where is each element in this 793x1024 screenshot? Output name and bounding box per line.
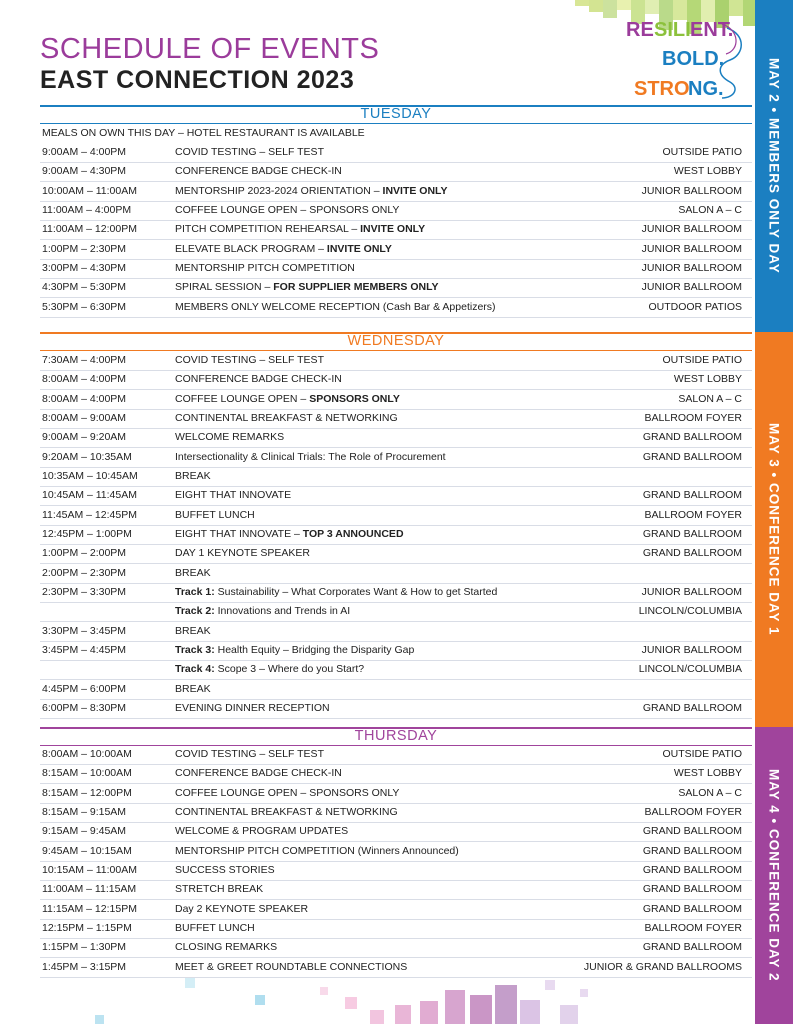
event-time: 9:45AM – 10:15AM <box>42 844 132 857</box>
event-title <box>175 354 324 366</box>
event-title <box>175 922 255 934</box>
schedule-row <box>40 278 752 298</box>
event-text: COVID TESTING – SELF TEST <box>175 146 324 158</box>
event-time: 9:00AM – 4:00PM <box>42 146 127 158</box>
event-time: 10:45AM – 11:45AM <box>42 489 137 502</box>
event-time: 8:00AM – 4:00PM <box>42 373 127 386</box>
page-title: SCHEDULE OF EVENTS <box>40 33 380 65</box>
event-time: 8:15AM – 12:00PM <box>42 786 132 799</box>
event-title <box>175 586 497 598</box>
svg-text:STRO: STRO <box>634 78 690 100</box>
day-divider <box>40 123 752 124</box>
event-location: JUNIOR & GRAND BALLROOMS <box>583 960 742 973</box>
event-text: PITCH COMPETITION REHEARSAL – <box>175 223 361 236</box>
event-title <box>175 509 255 521</box>
schedule-row <box>40 143 752 163</box>
schedule-row <box>40 880 752 900</box>
event-text: CONFERENCE BADGE CHECK-IN <box>175 165 342 178</box>
schedule-row <box>40 544 752 564</box>
event-text: EVENING DINNER RECEPTION <box>175 701 330 714</box>
schedule-row <box>40 861 752 881</box>
event-location: GRAND BALLROOM <box>642 489 742 502</box>
schedule-row <box>40 564 752 584</box>
event-location: SALON A – C <box>678 392 742 405</box>
event-title <box>175 702 330 714</box>
event-time: 3:30PM – 3:45PM <box>42 624 127 637</box>
page-subtitle: EAST CONNECTION 2023 <box>40 66 355 94</box>
event-text: MENTORSHIP PITCH COMPETITION (Winners Announced) <box>175 844 459 857</box>
schedule-row <box>40 506 752 526</box>
event-title <box>175 644 414 656</box>
event-location: GRAND BALLROOM <box>642 902 742 915</box>
event-title <box>175 528 404 540</box>
event-time: 2:30PM – 3:30PM <box>42 585 127 598</box>
event-text: MENTORSHIP PITCH COMPETITION <box>175 261 355 274</box>
event-text: Health Equity – Bridging the Disparity Gap <box>214 643 415 656</box>
event-text: BREAK <box>175 624 211 637</box>
event-title <box>175 883 263 895</box>
event-time: 9:15AM – 9:45AM <box>42 825 127 838</box>
event-time: 9:20AM – 10:35AM <box>42 450 132 463</box>
event-time: 8:00AM – 10:00AM <box>42 748 132 760</box>
event-text: COFFEE LOUNGE OPEN – SPONSORS ONLY <box>175 203 400 216</box>
event-title <box>175 373 342 385</box>
event-time: 8:15AM – 10:00AM <box>42 767 132 780</box>
schedule-row <box>40 938 752 958</box>
schedule-row <box>40 162 752 182</box>
event-time: 1:15PM – 1:30PM <box>42 941 127 954</box>
schedule-row <box>40 448 752 468</box>
event-time: 9:00AM – 4:30PM <box>42 165 127 178</box>
track-label: Track 3: <box>175 643 215 656</box>
event-title <box>175 806 398 818</box>
schedule-row <box>40 486 752 506</box>
sidebar-day-thursday <box>755 727 793 1024</box>
event-text: MEET & GREET ROUNDTABLE CONNECTIONS <box>175 960 408 973</box>
event-location: OUTDOOR PATIOS <box>648 300 742 313</box>
event-title <box>175 941 277 953</box>
event-location: BALLROOM FOYER <box>644 411 742 424</box>
event-text: BUFFET LUNCH <box>175 508 255 521</box>
event-location: GRAND BALLROOM <box>642 450 742 463</box>
event-text: CONTINENTAL BREAKFAST & NETWORKING <box>175 411 398 424</box>
event-location: JUNIOR BALLROOM <box>641 281 742 294</box>
event-time: 3:00PM – 4:30PM <box>42 261 127 274</box>
event-location: GRAND BALLROOM <box>642 431 742 444</box>
event-title <box>175 567 211 579</box>
event-emphasis: TOP 3 ANNOUNCED <box>302 527 404 540</box>
event-time: 2:00PM – 2:30PM <box>42 566 127 579</box>
event-title <box>175 451 446 463</box>
event-time: 10:00AM – 11:00AM <box>42 184 137 197</box>
track-label: Track 2: <box>175 605 215 618</box>
event-time: 10:15AM – 11:00AM <box>42 863 137 876</box>
event-emphasis: INVITE ONLY <box>326 242 392 255</box>
event-title <box>175 165 342 177</box>
event-time: 12:15PM – 1:15PM <box>42 921 132 934</box>
schedule-row <box>40 699 752 719</box>
event-title <box>175 605 350 617</box>
event-location: BALLROOM FOYER <box>644 508 742 521</box>
day-header-thursday: THURSDAY <box>354 728 438 744</box>
event-time: 1:45PM – 3:15PM <box>42 960 127 973</box>
svg-text:ENT.: ENT. <box>690 19 734 41</box>
event-time: 10:35AM – 10:45AM <box>42 469 138 482</box>
event-location: GRAND BALLROOM <box>642 844 742 857</box>
event-location: OUTSIDE PATIO <box>662 146 742 158</box>
event-time: 8:00AM – 4:00PM <box>42 392 127 405</box>
event-location: JUNIOR BALLROOM <box>641 242 742 255</box>
event-location: GRAND BALLROOM <box>642 701 742 714</box>
event-time: 9:00AM – 9:20AM <box>42 431 127 444</box>
schedule-row <box>40 351 752 371</box>
schedule-row <box>40 900 752 920</box>
schedule-row <box>40 220 752 240</box>
sidebar-label: MAY 3 • CONFERENCE DAY 1 <box>766 423 782 636</box>
event-location: JUNIOR BALLROOM <box>641 184 742 197</box>
event-location: LINCOLN/COLUMBIA <box>638 663 742 676</box>
day-header-wednesday: WEDNESDAY <box>347 333 445 349</box>
svg-text:BOLD.: BOLD. <box>662 48 725 70</box>
event-text: COVID TESTING – SELF TEST <box>175 354 324 366</box>
event-text: WELCOME REMARKS <box>175 431 285 444</box>
event-location: SALON A – C <box>678 786 742 799</box>
svg-text:RE: RE <box>626 19 654 41</box>
event-emphasis: SPONSORS ONLY <box>309 392 400 405</box>
event-location: LINCOLN/COLUMBIA <box>638 605 742 618</box>
schedule-row <box>40 409 752 429</box>
event-title <box>175 185 448 197</box>
svg-text:SILI: SILI <box>654 19 691 41</box>
resilient-bold-strong-logo <box>622 10 747 105</box>
event-text: MENTORSHIP 2023-2024 ORIENTATION – <box>175 184 383 197</box>
event-time: 11:15AM – 12:15PM <box>42 902 137 915</box>
event-location: BALLROOM FOYER <box>644 921 742 934</box>
event-text: EIGHT THAT INNOVATE <box>175 489 292 502</box>
event-text: CONFERENCE BADGE CHECK-IN <box>175 373 342 386</box>
event-location: SALON A – C <box>678 203 742 216</box>
schedule-row <box>40 919 752 939</box>
sidebar-label: MAY 2 • MEMBERS ONLY DAY <box>766 58 782 274</box>
event-title <box>175 625 211 637</box>
event-time: 11:00AM – 4:00PM <box>42 203 132 216</box>
event-text: WELCOME & PROGRAM UPDATES <box>175 825 349 838</box>
event-text: SUCCESS STORIES <box>175 863 275 876</box>
event-time: 11:00AM – 12:00PM <box>42 223 137 236</box>
event-title <box>175 845 459 857</box>
event-text: CLOSING REMARKS <box>175 941 278 954</box>
event-time: 4:45PM – 6:00PM <box>42 682 127 695</box>
event-emphasis: INVITE ONLY <box>360 223 426 236</box>
event-text: ELEVATE BLACK PROGRAM – <box>175 242 327 255</box>
schedule-row <box>40 370 752 390</box>
event-title <box>175 470 211 482</box>
schedule-row <box>40 842 752 862</box>
event-title <box>175 431 284 443</box>
event-title <box>175 864 275 876</box>
schedule-row <box>40 602 752 622</box>
event-title <box>175 903 308 915</box>
event-location: OUTSIDE PATIO <box>662 748 742 760</box>
schedule-row <box>40 784 752 804</box>
event-text: EIGHT THAT INNOVATE – <box>175 527 303 540</box>
schedule-row <box>40 467 752 487</box>
event-title <box>175 767 342 779</box>
event-location: JUNIOR BALLROOM <box>641 223 742 236</box>
event-title <box>175 683 211 695</box>
event-text: BREAK <box>175 682 211 695</box>
event-title <box>175 146 324 158</box>
schedule-row <box>40 298 752 318</box>
event-emphasis: INVITE ONLY <box>382 184 448 197</box>
event-text: Sustainability – What Corporates Want & How to get Started <box>214 585 498 598</box>
schedule-row <box>40 680 752 700</box>
event-title <box>175 262 355 274</box>
event-location: GRAND BALLROOM <box>642 941 742 954</box>
event-location: WEST LOBBY <box>673 165 742 178</box>
event-location: GRAND BALLROOM <box>642 547 742 560</box>
event-text: BREAK <box>175 566 211 579</box>
event-title <box>175 787 399 799</box>
schedule-row <box>40 390 752 410</box>
event-title <box>175 393 400 405</box>
schedule-row <box>40 201 752 221</box>
event-text: SPIRAL SESSION – <box>175 281 274 294</box>
event-title <box>175 281 439 293</box>
event-time: 4:30PM – 5:30PM <box>42 281 127 294</box>
event-location: BALLROOM FOYER <box>644 805 742 818</box>
event-text: Scope 3 – Where do you Start? <box>214 663 365 676</box>
event-time: 6:00PM – 8:30PM <box>42 701 127 714</box>
event-time: 8:00AM – 9:00AM <box>42 411 127 424</box>
schedule-row <box>40 660 752 680</box>
schedule-row <box>40 622 752 642</box>
event-title <box>175 489 291 501</box>
event-text: COFFEE LOUNGE OPEN – <box>175 392 310 405</box>
event-text: CONFERENCE BADGE CHECK-IN <box>175 767 342 780</box>
schedule-row <box>40 803 752 823</box>
event-time: 1:00PM – 2:00PM <box>42 547 127 560</box>
schedule-row <box>40 525 752 545</box>
event-title <box>175 748 324 760</box>
event-title <box>175 961 407 973</box>
sidebar-day-wednesday <box>755 332 793 727</box>
schedule-row <box>40 764 752 784</box>
schedule-row <box>40 240 752 260</box>
schedule-row <box>40 428 752 448</box>
event-time: 7:30AM – 4:00PM <box>42 354 127 366</box>
event-location: JUNIOR BALLROOM <box>641 585 742 598</box>
decorative-pixel-pattern-bottom <box>0 975 755 1024</box>
event-title <box>175 301 496 313</box>
event-title <box>175 825 348 837</box>
event-time: 8:15AM – 9:15AM <box>42 805 127 818</box>
event-emphasis: FOR SUPPLIER MEMBERS ONLY <box>273 281 439 294</box>
event-location: WEST LOBBY <box>673 373 742 386</box>
event-title <box>175 412 398 424</box>
sidebar-day-tuesday <box>755 0 793 332</box>
event-text: BUFFET LUNCH <box>175 921 255 934</box>
sidebar-label: MAY 4 • CONFERENCE DAY 2 <box>766 769 782 982</box>
event-location: WEST LOBBY <box>673 767 742 780</box>
event-location: GRAND BALLROOM <box>642 825 742 838</box>
event-text: MEMBERS ONLY WELCOME RECEPTION (Cash Bar & Appetizers) <box>175 300 496 313</box>
event-location: GRAND BALLROOM <box>642 527 742 540</box>
event-time: 5:30PM – 6:30PM <box>42 300 127 313</box>
event-text: Intersectionality & Clinical Trials: The Role of Procurement <box>175 450 446 463</box>
event-title <box>175 243 392 255</box>
event-title <box>175 223 425 235</box>
event-text: Day 2 KEYNOTE SPEAKER <box>175 902 309 915</box>
event-time: 1:00PM – 2:30PM <box>42 242 127 255</box>
track-label: Track 4: <box>175 663 215 676</box>
schedule-row <box>40 822 752 842</box>
event-text: STRETCH BREAK <box>175 883 264 896</box>
event-time: 11:00AM – 11:15AM <box>42 883 137 896</box>
schedule-row <box>40 745 752 765</box>
event-title <box>175 204 399 216</box>
event-location: GRAND BALLROOM <box>642 863 742 876</box>
event-title <box>175 547 310 559</box>
event-text: DAY 1 KEYNOTE SPEAKER <box>175 547 310 560</box>
schedule-row <box>40 583 752 603</box>
event-text: COVID TESTING – SELF TEST <box>175 748 324 760</box>
event-location: JUNIOR BALLROOM <box>641 261 742 274</box>
event-text: COFFEE LOUNGE OPEN – SPONSORS ONLY <box>175 786 400 799</box>
event-time: 11:45AM – 12:45PM <box>42 508 137 521</box>
event-time: 3:45PM – 4:45PM <box>42 643 127 656</box>
meals-notice: MEALS ON OWN THIS DAY – HOTEL RESTAURANT IS AVAILABLE <box>42 127 365 139</box>
event-time: 12:45PM – 1:00PM <box>42 527 132 540</box>
schedule-row <box>40 641 752 661</box>
event-location: GRAND BALLROOM <box>642 883 742 896</box>
day-header-tuesday: TUESDAY <box>360 106 432 122</box>
event-title <box>175 663 364 675</box>
event-text: BREAK <box>175 469 211 482</box>
track-label: Track 1: <box>175 585 215 598</box>
event-text: Innovations and Trends in AI <box>214 605 351 618</box>
event-location: JUNIOR BALLROOM <box>641 643 742 656</box>
event-text: CONTINENTAL BREAKFAST & NETWORKING <box>175 805 398 818</box>
event-location: OUTSIDE PATIO <box>662 354 742 366</box>
schedule-row <box>40 182 752 202</box>
schedule-row <box>40 259 752 279</box>
svg-text:NG.: NG. <box>688 78 724 100</box>
